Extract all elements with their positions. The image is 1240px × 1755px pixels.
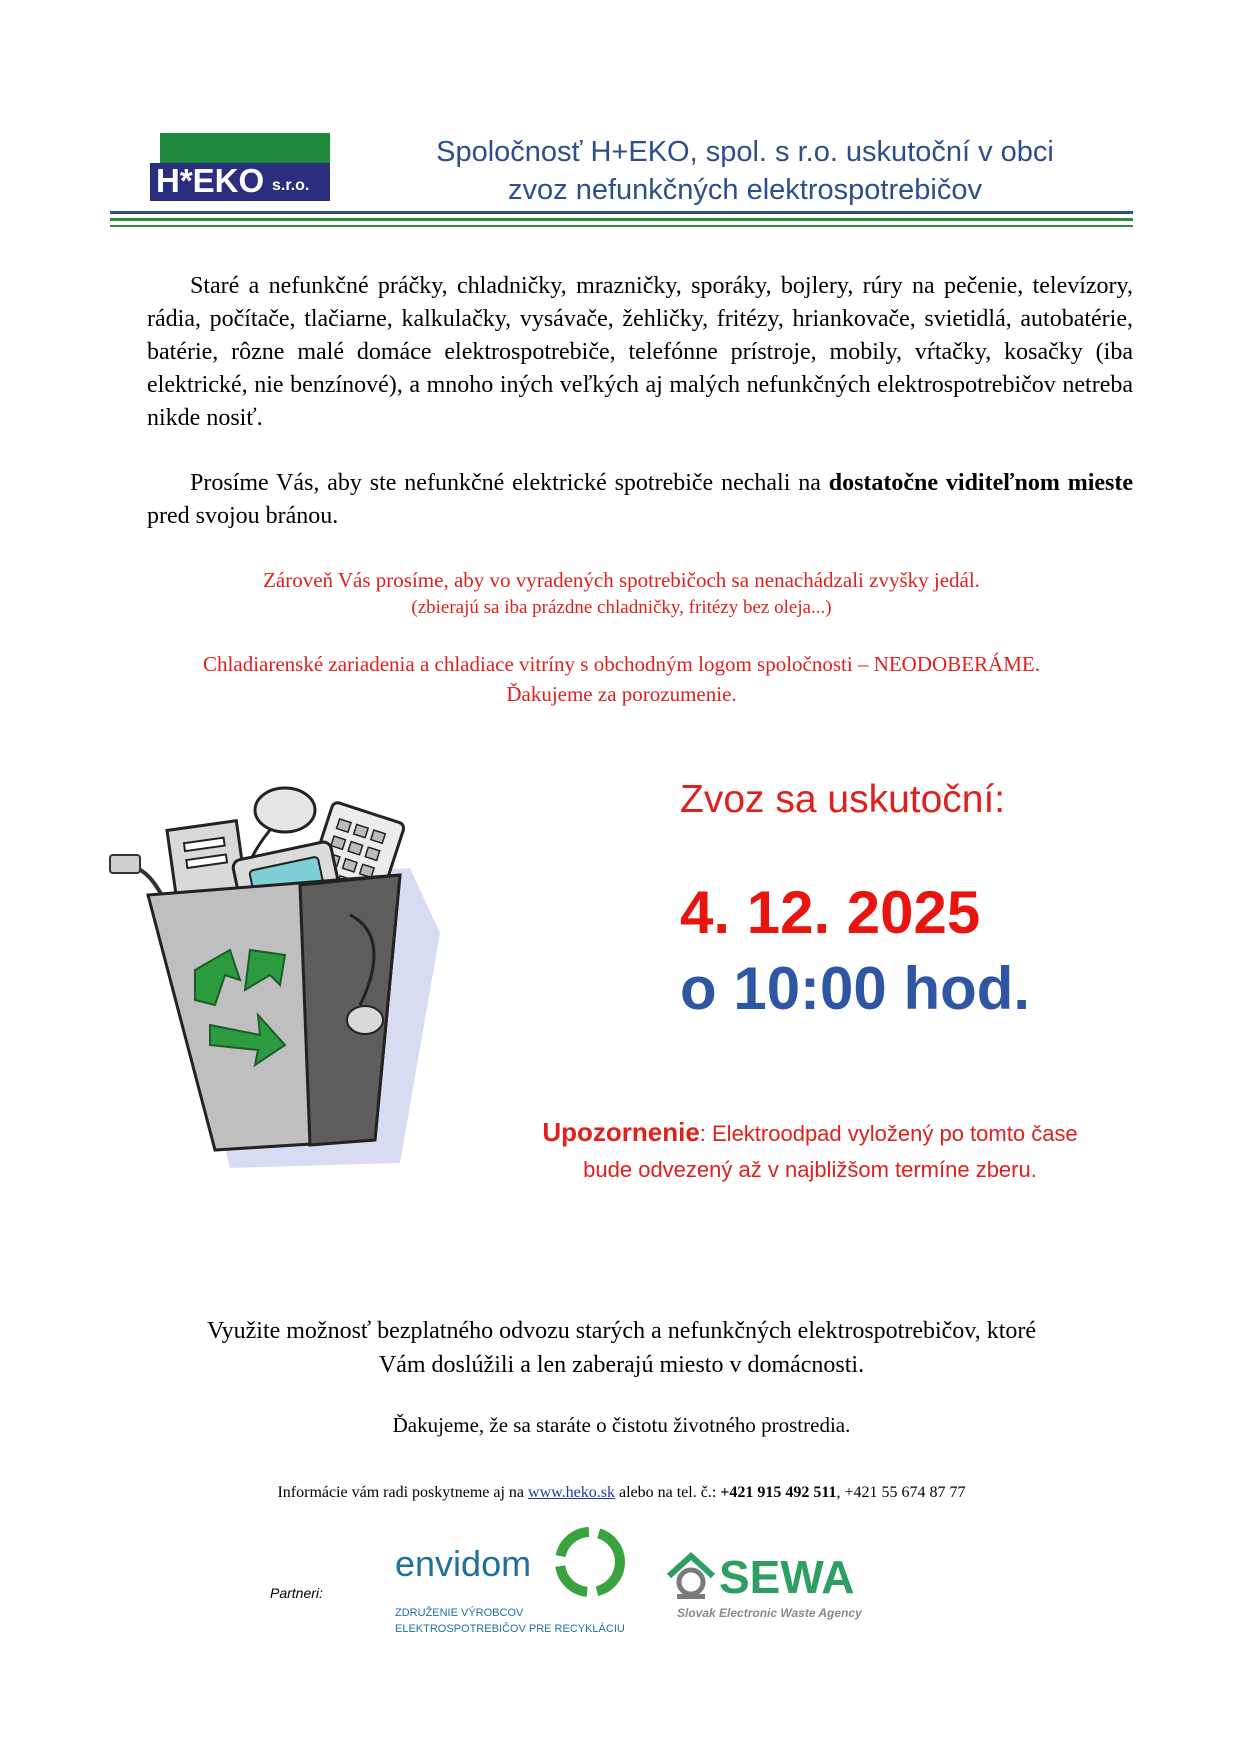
paragraph2-bold: dostatočne viditeľnom mieste [828,470,1133,496]
sewa-house-icon [665,1550,717,1602]
notice-food-remains: Zároveň Vás prosíme, aby vo vyradených spotrebičoch sa nenachádzali zvyšky jedál. [263,568,980,592]
sewa-logo [665,1550,880,1630]
header-rule-blue [110,211,1133,214]
phone-primary: +421 915 492 511 [720,1484,837,1501]
recycle-bin-illustration [100,765,470,1170]
connector-icon [347,1006,383,1034]
warning-text-line2: bude odvezený až v najbližšom termíne zberu. [583,1157,1037,1182]
header-title [360,133,1130,209]
sewa-sub: Slovak Electronic Waste Agency [677,1606,862,1620]
contact-line [110,1484,1133,1502]
envidom-recycle-icon [555,1527,625,1597]
placement-paragraph [147,467,1133,533]
paragraph2-end: pred svojou bránou. [147,503,339,529]
sewa-name: SEWA [719,1551,855,1603]
closing-line2: Vám doslúžili a len zaberajú miesto v domácnosti. [378,1352,865,1378]
notice-empty-only: (zbierajú sa iba prázdne chladničky, fritézy bez oleja...) [411,597,832,618]
schedule-time: o 10:00 hod. [680,955,1031,1022]
logo-text: H*EKO [156,162,265,199]
heko-logo [150,133,330,201]
thanks-line: Ďakujeme, že sa staráte o čistotu životného prostredia. [392,1413,851,1437]
header-title-line2: zvoz nefunkčných elektrospotrebičov [508,174,982,206]
contact-middle: alebo na tel. č.: [614,1484,721,1501]
envidom-logo [395,1527,635,1637]
paragraph2-start: Prosíme Vás, aby ste nefunkčné elektrické spotrebiče nechali na [190,470,829,496]
envidom-sub1: ZDRUŽENIE VÝROBCOV [395,1607,524,1619]
envidom-sub2: ELEKTROSPOTREBIČOV PRE RECYKLÁCIU [395,1623,625,1635]
logo-green-band [160,133,330,165]
envidom-name: envidom [395,1543,532,1584]
website-link[interactable]: www.heko.sk [528,1484,615,1501]
paragraph1-text: Staré a nefunkčné práčky, chladničky, mrazničky, sporáky, bojlery, rúry na pečenie, televízory, rádia, počítače, tlačiarne, kalkulačky, vysávače, žehličky, fritézy, hriankovače, svietidlá, autobatérie, batérie, rôzne malé domáce elektrospotrebiče, telefónne prístroje, mobily, vŕtačky, kosačky (iba elektrické, nie benzínové), a mnoho iných veľkých aj malých nefunkčných elektrospotrebičov netreba nikde nosiť. [147,273,1133,431]
notice-thanks: Ďakujeme za porozumenie. [506,682,737,706]
plug-icon [110,855,140,873]
warning-lead: Upozornenie [542,1117,700,1147]
notice-not-collected: Chladiarenské zariadenia a chladiace vitríny s obchodným logom spoločnosti – NEODOBERÁME. [203,652,1040,676]
phone-secondary: , +421 55 674 87 77 [836,1484,966,1501]
warning-text-line1: : Elektroodpad vyložený po tomto čase [699,1121,1078,1146]
appliance-list-paragraph [147,270,1133,435]
warning-note [440,1114,1180,1188]
logo-suffix: s.r.o. [272,177,310,194]
closing-line1: Využite možnosť bezplatného odvozu starých a nefunkčných elektrospotrebičov, ktoré [206,1318,1037,1344]
schedule-date: 4. 12. 2025 [680,879,981,946]
schedule-label: Zvoz sa uskutoční: [680,778,1006,821]
header-rule-green-thin [110,225,1133,227]
contact-prefix: Informácie vám radi poskytneme aj na [277,1484,529,1501]
header-rule-green [110,218,1133,221]
mouse-icon [255,788,315,832]
partners-label: Partneri: [270,1585,323,1601]
closing-paragraph [110,1314,1133,1382]
header-title-line1: Spoločnosť H+EKO, spol. s r.o. uskutoční v obci [436,136,1054,168]
